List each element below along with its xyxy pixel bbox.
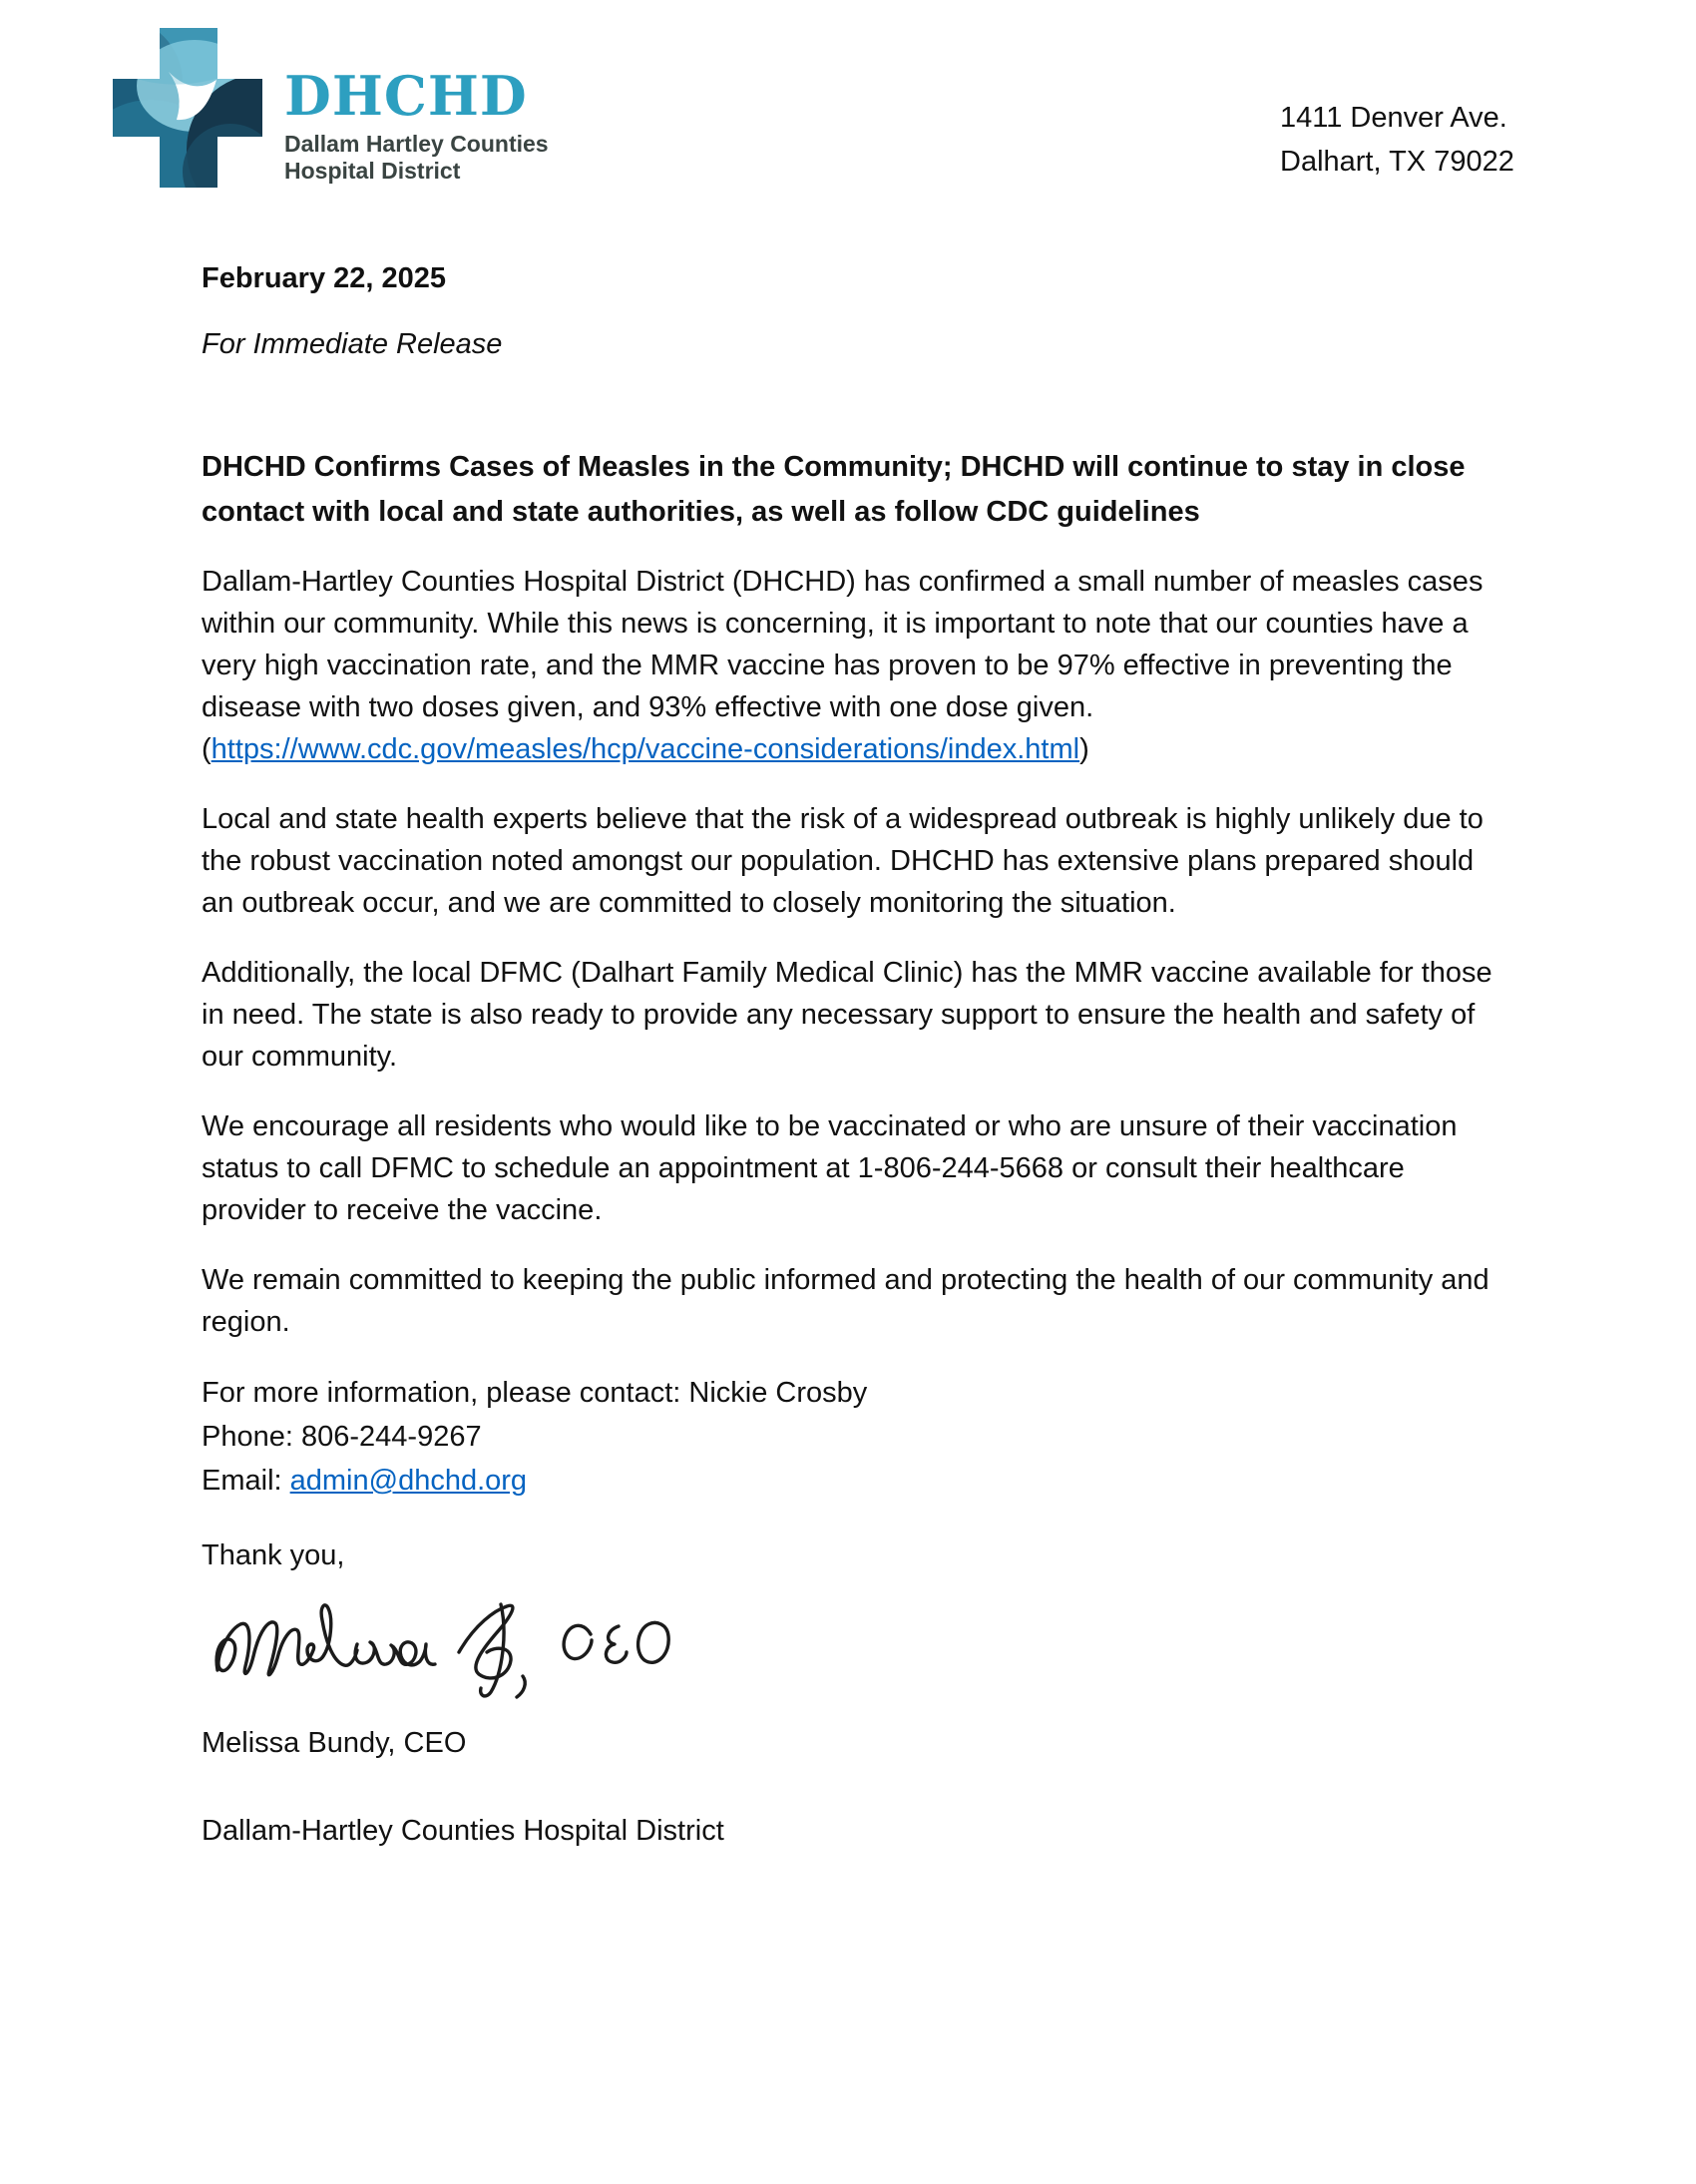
logo-name-line1: Dallam Hartley Counties [284,131,549,157]
paragraph-1-text: Dallam-Hartley Counties Hospital District (DHCHD) has confirmed a small number of measles cases within our community. While this news is concerning, it is important to note that our counties have a very high vaccination rate, and the MMR vaccine has proven to be 97% effective in preventing the disease with two doses given, and 93% effective with one dose given. [202,566,1484,723]
phone-number: 806-244-9267 [300,1421,482,1453]
paragraph-1-link-suffix: ) [1079,733,1089,765]
paragraph-4: We encourage all residents who would like to be vaccinated or who are unsure of their vaccination status to call DFMC to schedule an appointment at 1-806-244-5668 or consult their healthcare provider to receive the vaccine. [202,1110,1458,1226]
paragraph-2: Local and state health experts believe that the risk of a widespread outbreak is highly unlikely due to the robust vaccination noted amongst our population. DHCHD has extensive plans prepared should an outbreak occur, and we are committed to closely monitoring the situation. [202,803,1484,919]
paragraph-1 [202,561,1498,770]
email-link[interactable]: admin@dhchd.org [289,1465,528,1497]
signer-name-line: Melissa Bundy, CEO [202,1727,467,1759]
logo-text [284,64,549,185]
contact-email-line [202,1459,1498,1503]
contact-phone-line [202,1415,1498,1459]
contact-info-line: For more information, please contact: Nickie Crosby [202,1377,868,1409]
medical-cross-icon [113,28,262,188]
release-line: For Immediate Release [202,328,503,360]
dhchd-logo [113,28,632,198]
letterhead-address [1280,96,1514,184]
signer-org-line: Dallam-Hartley Counties Hospital District [202,1815,724,1847]
address-line2: Dalhart, TX 79022 [1280,146,1514,178]
cdc-vaccine-link[interactable]: https://www.cdc.gov/measles/hcp/vaccine-considerations/index.html [211,733,1080,765]
letter-body [202,257,1498,1852]
email-label: Email: [202,1465,290,1497]
contact-block [202,1371,1498,1503]
closing-line: Thank you, [202,1539,345,1571]
date-line: February 22, 2025 [202,262,447,294]
headline: DHCHD Confirms Cases of Measles in the Community; DHCHD will continue to stay in close contact with local and state authorities, as well as follow CDC guidelines [202,451,1466,528]
paragraph-1-link-prefix: ( [202,733,212,765]
handwritten-signature-image [208,1582,706,1700]
signature-wrap [208,1582,1498,1712]
logo-name-line2: Hospital District [284,158,461,184]
paragraph-5: We remain committed to keeping the public informed and protecting the health of our community and region. [202,1264,1489,1338]
phone-label: Phone: [202,1421,301,1453]
paragraph-3: Additionally, the local DFMC (Dalhart Family Medical Clinic) has the MMR vaccine available for those in need. The state is also ready to provide any necessary support to ensure the health and safety of our community. [202,957,1492,1073]
address-line1: 1411 Denver Ave. [1280,102,1507,134]
logo-acronym: DHCHD [284,64,528,128]
